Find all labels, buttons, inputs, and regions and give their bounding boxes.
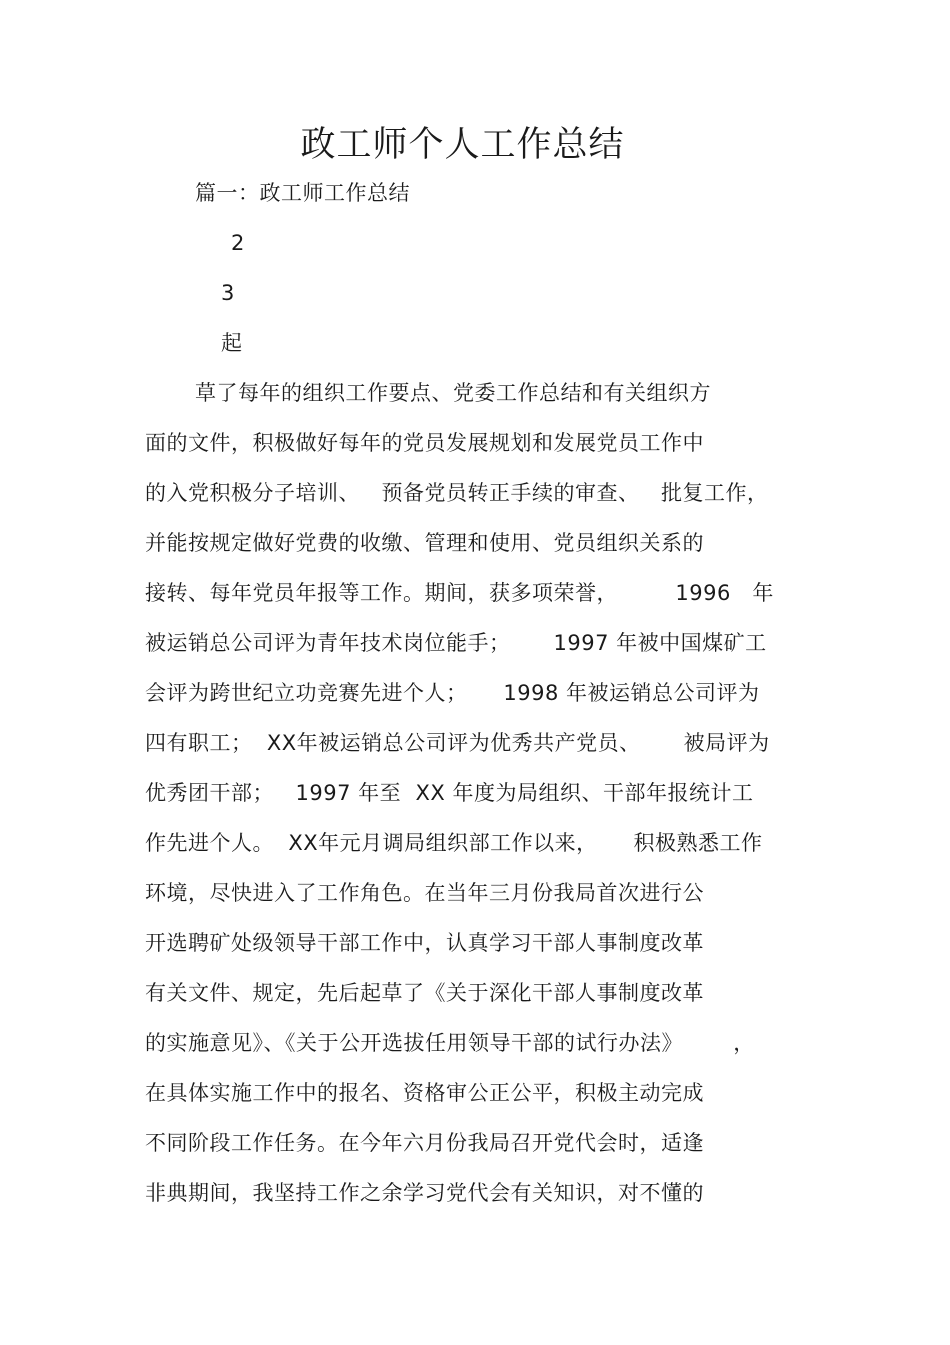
- text-line: 3: [221, 281, 235, 305]
- paragraph-line: 接转、每年党员年报等工作。期间，获多项荣誉， 1996 年: [145, 581, 774, 605]
- document-title: 政工师个人工作总结: [300, 125, 625, 165]
- paragraph-line: 作先进个人。 XX年元月调局组织部工作以来， 积极熟悉工作: [145, 831, 763, 855]
- section-heading: 篇一：政工师工作总结: [195, 181, 410, 205]
- paragraph-line: 非典期间，我坚持工作之余学习党代会有关知识，对不懂的: [145, 1181, 704, 1205]
- paragraph-line: 环境，尽快进入了工作角色。在当年三月份我局首次进行公: [145, 881, 704, 905]
- paragraph-line: 并能按规定做好党费的收缴、管理和使用、党员组织关系的: [145, 531, 704, 555]
- paragraph-line: 的入党积极分子培训、 预备党员转正手续的审查、 批复工作，: [145, 481, 769, 505]
- paragraph-line: 开选聘矿处级领导干部工作中，认真学习干部人事制度改革: [145, 931, 704, 955]
- text-line: 2: [231, 231, 245, 255]
- paragraph-line: 四有职工； XX年被运销总公司评为优秀共产党员、 被局评为: [145, 731, 770, 755]
- paragraph-line: 有关文件、规定，先后起草了《关于深化干部人事制度改革: [145, 981, 704, 1005]
- paragraph-line: 会评为跨世纪立功竞赛先进个人； 1998 年被运销总公司评为: [145, 681, 760, 705]
- paragraph-line: 在具体实施工作中的报名、资格审公正公平，积极主动完成: [145, 1081, 704, 1105]
- paragraph-line: 被运销总公司评为青年技术岗位能手； 1997 年被中国煤矿工: [145, 631, 767, 655]
- paragraph-line: 面的文件，积极做好每年的党员发展规划和发展党员工作中: [145, 431, 704, 455]
- paragraph-line: 不同阶段工作任务。在今年六月份我局召开党代会时，适逢: [145, 1131, 704, 1155]
- paragraph-line: 的实施意见》、《关于公开选拔任用领导干部的试行办法》 ，: [145, 1031, 755, 1055]
- text-line: 起: [221, 331, 243, 355]
- paragraph-line: 优秀团干部； 1997 年至 XX 年度为局组织、干部年报统计工: [145, 781, 754, 805]
- paragraph-line: 草了每年的组织工作要点、党委工作总结和有关组织方: [195, 381, 711, 405]
